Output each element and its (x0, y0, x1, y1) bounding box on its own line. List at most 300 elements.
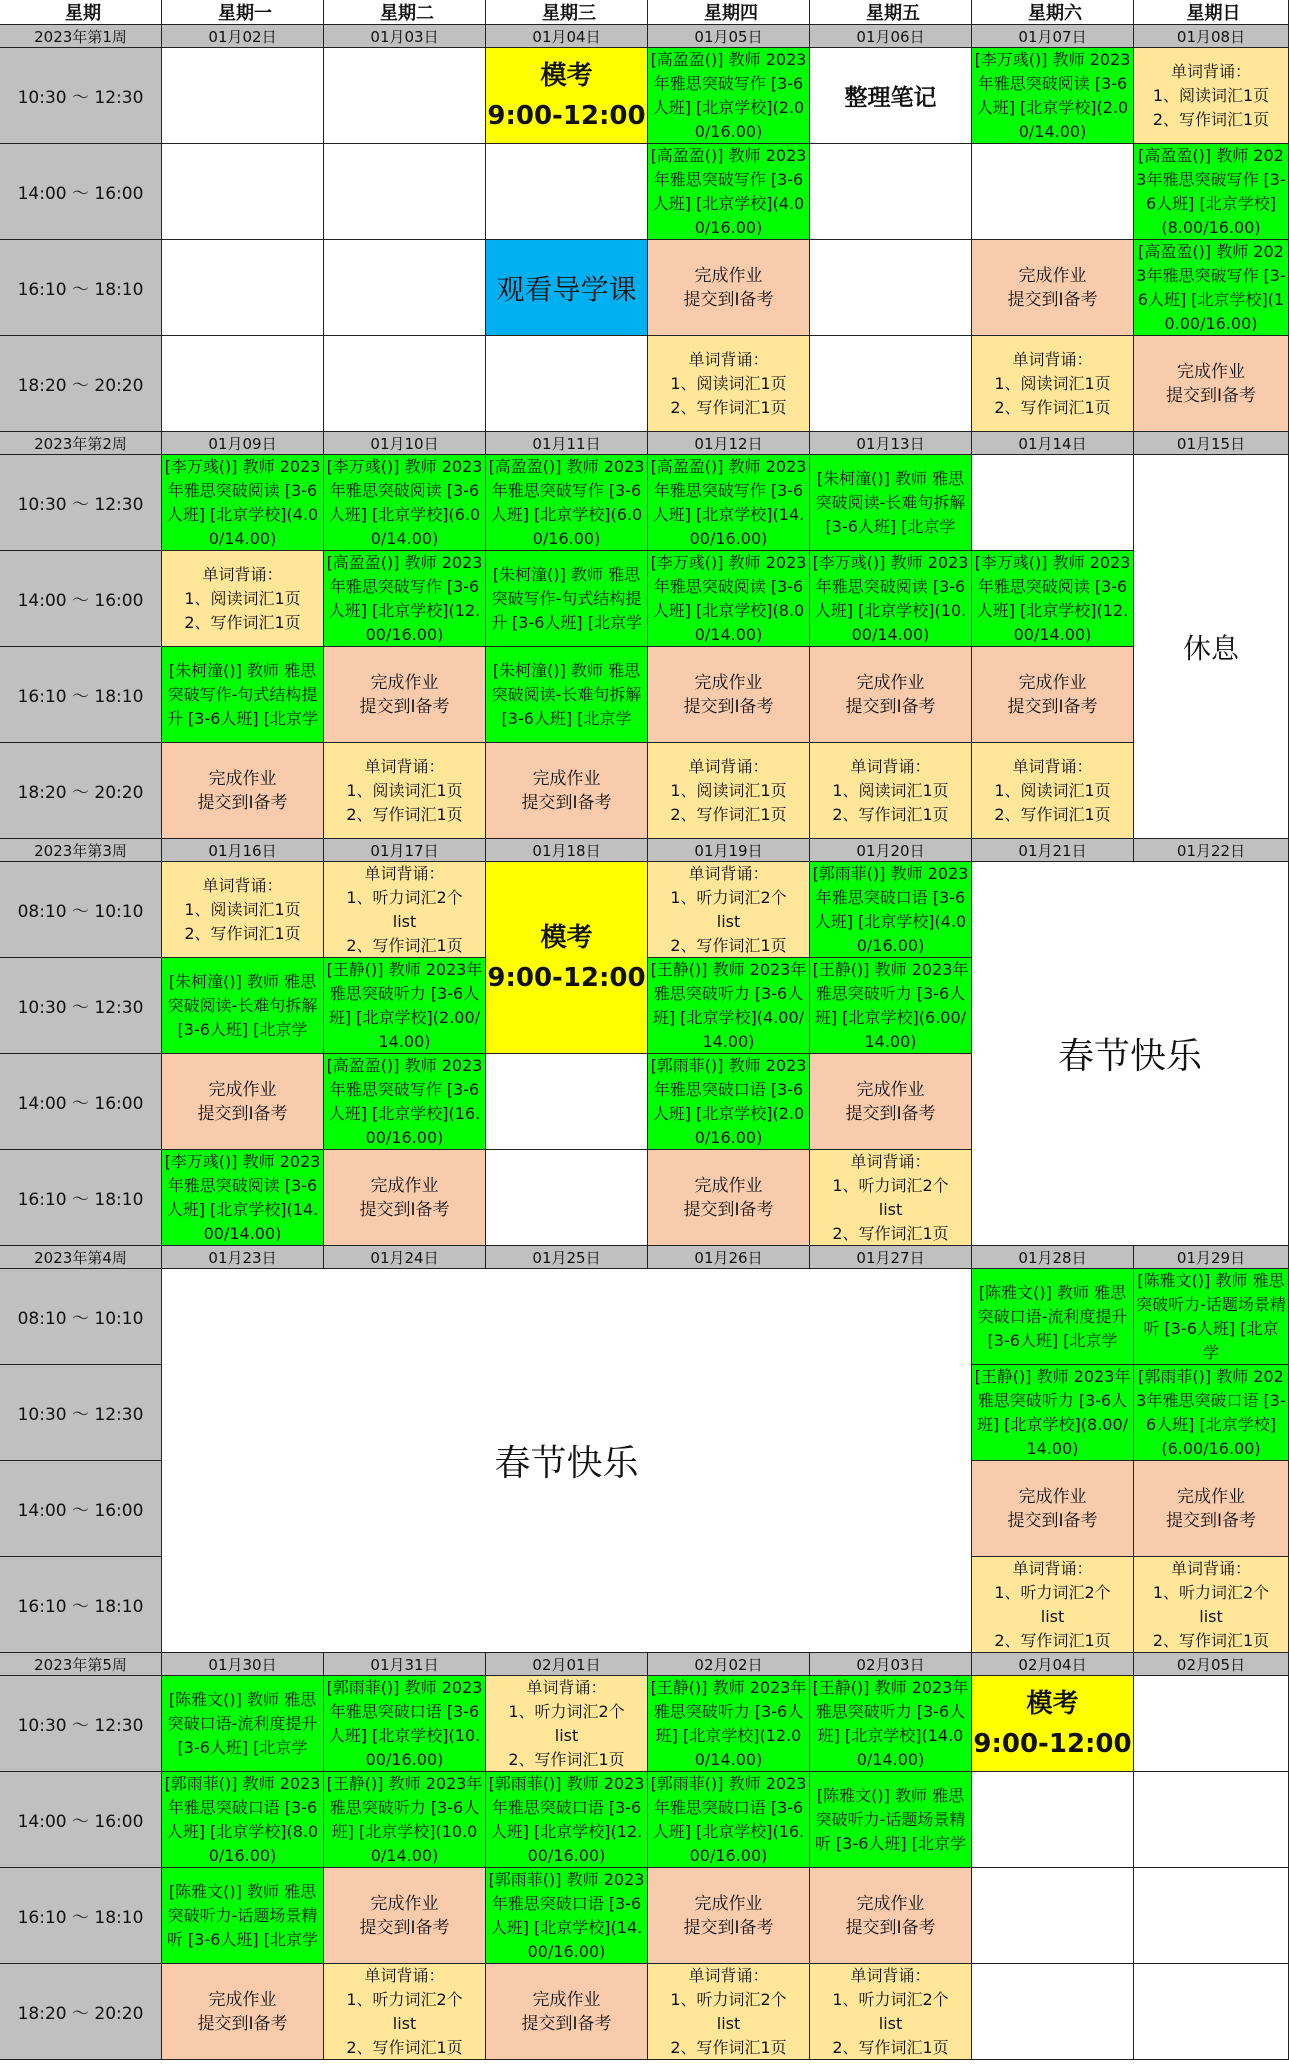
date-cell: 01月05日 (648, 25, 810, 48)
class-session-cell (648, 1054, 810, 1150)
time-slot: 16:10 ～ 18:10 (0, 1868, 162, 1964)
homework-cell (486, 743, 648, 839)
cell-line: 1、阅读词汇1页 (832, 780, 949, 800)
vocab-task-cell (486, 1676, 648, 1772)
cell-line: 提交到I备考 (197, 792, 288, 813)
cell-line: [高盈盈()] 教师 2023年雅思突破写作 [3-6人班] [北京学校](14.00/16.00) (650, 456, 807, 548)
cell-text (974, 48, 1131, 144)
cell-line: [陈雅文()] 教师 雅思突破听力-话题场景精听 [3-6人班] [北京学 (814, 1785, 967, 1853)
cell-text (670, 348, 786, 420)
cell-line: 1、听力词汇2个 (346, 1989, 463, 2009)
time-slot: 16:10 ～ 18:10 (0, 1150, 162, 1246)
cell-text (832, 1964, 948, 2060)
cell-text (164, 970, 321, 1042)
cell-text (326, 551, 483, 647)
date-cell: 01月02日 (162, 25, 324, 48)
date-cell: 01月09日 (162, 432, 324, 455)
class-session-cell (648, 1772, 810, 1868)
cell-line: 模考 (540, 60, 593, 91)
cell-line: 春节快乐 (1057, 1036, 1202, 1077)
cell-text (488, 563, 645, 635)
cell-text (1058, 1028, 1202, 1079)
cell-text (974, 1365, 1131, 1461)
cell-text (346, 862, 462, 958)
date-cell: 01月19日 (648, 839, 810, 862)
empty-cell (486, 144, 648, 240)
cell-text (670, 755, 786, 827)
class-session-cell (810, 958, 972, 1054)
cell-line: 提交到I备考 (845, 696, 936, 717)
cell-text (1136, 144, 1286, 240)
cell-line: 单词背诵： (688, 1965, 769, 1985)
time-slot: 14:00 ～ 16:00 (0, 144, 162, 240)
cell-text (1136, 1365, 1286, 1461)
time-slot: 08:10 ～ 10:10 (0, 862, 162, 958)
week-label: 2023年第3周 (0, 839, 162, 862)
cell-line: [王静()] 教师 2023年雅思突破听力 [3-6人班] [北京学校](4.00/14.00) (650, 959, 807, 1051)
vocab-task-cell (324, 743, 486, 839)
cell-line: [朱柯潼()] 教师 雅思突破阅读-长难句拆解 [3-6人班] [北京学 (491, 660, 642, 728)
date-cell: 01月16日 (162, 839, 324, 862)
class-session-cell (972, 551, 1134, 647)
homework-cell (648, 647, 810, 743)
class-session-cell (324, 551, 486, 647)
cell-text (845, 1078, 935, 1126)
class-session-cell (1134, 240, 1289, 336)
cell-line: 提交到I备考 (1165, 385, 1256, 406)
date-cell: 01月08日 (1134, 25, 1289, 48)
empty-cell (162, 144, 324, 240)
header-day-3: 星期三 (486, 0, 648, 25)
mock-exam-cell (486, 862, 648, 1054)
vocab-task-cell (324, 862, 486, 958)
vocab-task-cell (648, 336, 810, 432)
cell-line: list (878, 1199, 903, 1219)
cell-line: 1、阅读词汇1页 (346, 780, 463, 800)
cell-text (832, 1150, 948, 1246)
date-cell: 01月20日 (810, 839, 972, 862)
time-slot: 10:30 ～ 12:30 (0, 455, 162, 551)
cell-line: list (392, 2013, 417, 2033)
cell-text (326, 1676, 483, 1772)
cell-text (650, 551, 807, 647)
week-label: 2023年第2周 (0, 432, 162, 455)
cell-line: list (554, 1725, 579, 1745)
cell-line: 单词背诵： (364, 863, 445, 883)
time-slot: 10:30 ～ 12:30 (0, 1365, 162, 1461)
cell-text (650, 1054, 807, 1150)
time-slot: 10:30 ～ 12:30 (0, 48, 162, 144)
cell-line: 2、写作词汇1页 (346, 804, 463, 824)
date-cell: 01月15日 (1134, 432, 1289, 455)
cell-text (496, 268, 636, 308)
vocab-task-cell (1134, 1557, 1289, 1653)
cell-line: 2、写作词汇1页 (1152, 109, 1270, 129)
cell-line: 提交到I备考 (683, 696, 774, 717)
cell-line: 完成作业 (694, 672, 763, 693)
class-session-cell (486, 455, 648, 551)
vocab-task-cell (810, 1964, 972, 2060)
class-session-cell (486, 1772, 648, 1868)
week-label: 2023年第1周 (0, 25, 162, 48)
cell-text (1007, 264, 1097, 312)
time-slot: 14:00 ～ 16:00 (0, 551, 162, 647)
week-label: 2023年第5周 (0, 1653, 162, 1676)
cell-line: 完成作业 (856, 1079, 925, 1100)
cell-line: 2、写作词汇1页 (994, 397, 1111, 417)
time-slot: 10:30 ～ 12:30 (0, 1676, 162, 1772)
cell-line: list (1040, 1606, 1065, 1626)
cell-line: 完成作业 (1176, 361, 1245, 382)
cell-text (812, 551, 969, 647)
homework-cell (162, 743, 324, 839)
cell-line: 2、写作词汇1页 (184, 612, 301, 632)
cell-text (184, 563, 300, 635)
cell-line: 2、写作词汇1页 (1152, 1630, 1270, 1650)
class-session-cell (972, 48, 1134, 144)
date-cell: 01月27日 (810, 1246, 972, 1269)
class-session-cell (162, 1868, 324, 1964)
homework-cell (810, 1868, 972, 1964)
cell-line: 完成作业 (370, 1175, 439, 1196)
cell-line: [朱柯潼()] 教师 雅思突破写作-句式结构提升 [3-6人班] [北京学 (490, 564, 643, 632)
cell-line: [王静()] 教师 2023年雅思突破听力 [3-6人班] [北京学校](10.00/14.00) (326, 1773, 483, 1865)
header-weekday-label: 星期 (0, 0, 162, 25)
cell-line: 提交到I备考 (683, 1917, 774, 1938)
vocab-task-cell (162, 551, 324, 647)
class-session-cell (486, 1868, 648, 1964)
cell-line: 1、阅读词汇1页 (994, 780, 1111, 800)
cell-line: 观看导学课 (496, 272, 637, 306)
vocab-task-cell (972, 1557, 1134, 1653)
cell-line: 1、听力词汇2个 (346, 887, 463, 907)
empty-cell (972, 144, 1134, 240)
cell-text (1136, 1269, 1286, 1365)
vocab-task-cell (162, 862, 324, 958)
cell-line: 提交到I备考 (359, 1199, 450, 1220)
empty-cell (810, 144, 972, 240)
cell-text (346, 1964, 462, 2060)
empty-cell (1134, 1868, 1289, 1964)
cell-line: 1、听力词汇2个 (670, 887, 787, 907)
cell-text (197, 1988, 287, 2036)
cell-text (1007, 671, 1097, 719)
vocab-task-cell (810, 1150, 972, 1246)
cell-line: 完成作业 (1018, 672, 1087, 693)
cell-line: 2、写作词汇1页 (670, 2037, 787, 2057)
cell-line: 单词背诵： (688, 756, 769, 776)
homework-cell (324, 1868, 486, 1964)
cell-text (487, 918, 645, 998)
cell-line: 春节快乐 (494, 1443, 639, 1484)
cell-text (994, 755, 1110, 827)
cell-line: 2、写作词汇1页 (184, 923, 301, 943)
cell-text (488, 1868, 645, 1964)
cell-line: 1、阅读词汇1页 (1152, 85, 1270, 105)
cell-line: 2、写作词汇1页 (994, 1630, 1111, 1650)
homework-cell (162, 1054, 324, 1150)
cell-line: 完成作业 (208, 1079, 277, 1100)
cell-line: [高盈盈()] 教师 2023年雅思突破写作 [3-6人班] [北京学校](8.00/16.00) (1136, 145, 1286, 237)
empty-cell (810, 336, 972, 432)
date-cell: 01月24日 (324, 1246, 486, 1269)
festival-cell (162, 1269, 972, 1653)
cell-text (1166, 1485, 1256, 1533)
cell-line: 9:00-12:00 (973, 1728, 1132, 1759)
cell-line: 1、阅读词汇1页 (670, 780, 787, 800)
cell-text (359, 671, 449, 719)
cell-line: 2、写作词汇1页 (346, 2037, 463, 2057)
cell-text (346, 755, 462, 827)
empty-cell (1134, 1772, 1289, 1868)
empty-cell (162, 336, 324, 432)
cell-line: 提交到I备考 (1007, 696, 1098, 717)
cell-text (650, 144, 807, 240)
cell-line: [王静()] 教师 2023年雅思突破听力 [3-6人班] [北京学校](2.00/14.00) (326, 959, 483, 1051)
class-session-cell (162, 1772, 324, 1868)
homework-cell (486, 1964, 648, 2060)
cell-text (1153, 60, 1269, 132)
date-cell: 01月18日 (486, 839, 648, 862)
homework-cell (648, 1868, 810, 1964)
cell-line: 完成作业 (532, 768, 601, 789)
cell-text (683, 671, 773, 719)
cell-line: [高盈盈()] 教师 2023年雅思突破写作 [3-6人班] [北京学校](10.00/16.00) (1136, 241, 1286, 333)
class-session-cell (486, 647, 648, 743)
cell-text (670, 862, 786, 958)
class-session-cell (810, 455, 972, 551)
cell-text (650, 958, 807, 1054)
cell-line: 提交到I备考 (683, 289, 774, 310)
cell-text (1007, 1485, 1097, 1533)
cell-line: [高盈盈()] 教师 2023年雅思突破写作 [3-6人班] [北京学校](12.00/16.00) (326, 552, 483, 644)
date-cell: 01月29日 (1134, 1246, 1289, 1269)
vocab-task-cell (648, 743, 810, 839)
cell-line: 1、听力词汇2个 (832, 1989, 949, 2009)
cell-text (812, 1676, 969, 1772)
cell-text (973, 1684, 1131, 1764)
cell-line: 完成作业 (694, 265, 763, 286)
class-session-cell (1134, 1269, 1289, 1365)
cell-line: 单词背诵： (850, 1965, 931, 1985)
cell-line: 完成作业 (1176, 1486, 1245, 1507)
cell-text (197, 767, 287, 815)
cell-line: [朱柯潼()] 教师 雅思突破阅读-长难句拆解 [3-6人班] [北京学 (815, 468, 966, 536)
cell-text (326, 455, 483, 551)
class-session-cell (324, 1676, 486, 1772)
cell-line: 完成作业 (532, 1989, 601, 2010)
cell-line: list (878, 2013, 903, 2033)
cell-line: [朱柯潼()] 教师 雅思突破阅读-长难句拆解 [3-6人班] [北京学 (167, 971, 318, 1039)
cell-line: 完成作业 (208, 1989, 277, 2010)
date-cell: 01月14日 (972, 432, 1134, 455)
cell-line: 单词背诵： (364, 1965, 445, 1985)
cell-text (1136, 240, 1286, 336)
time-slot: 18:20 ～ 20:20 (0, 1964, 162, 2060)
cell-text (488, 659, 645, 731)
cell-line: 完成作业 (370, 672, 439, 693)
homework-cell (324, 1150, 486, 1246)
notes-cell (810, 48, 972, 144)
date-cell: 01月26日 (648, 1246, 810, 1269)
class-session-cell (324, 958, 486, 1054)
vocab-task-cell (972, 336, 1134, 432)
time-slot: 14:00 ～ 16:00 (0, 1772, 162, 1868)
cell-text (164, 1150, 321, 1246)
cell-text (326, 958, 483, 1054)
cell-line: 2、写作词汇1页 (670, 397, 787, 417)
class-session-cell (648, 958, 810, 1054)
cell-line: [高盈盈()] 教师 2023年雅思突破写作 [3-6人班] [北京学校](4.00/16.00) (650, 145, 807, 237)
empty-cell (486, 1054, 648, 1150)
class-session-cell (810, 862, 972, 958)
empty-cell (324, 240, 486, 336)
cell-line: 完成作业 (370, 1893, 439, 1914)
cell-line: 1、阅读词汇1页 (994, 373, 1111, 393)
cell-line: 2、写作词汇1页 (994, 804, 1111, 824)
cell-line: 单词背诵： (850, 1151, 931, 1171)
cell-text (974, 1281, 1131, 1353)
time-slot: 18:20 ～ 20:20 (0, 336, 162, 432)
cell-line: 9:00-12:00 (487, 100, 646, 131)
cell-line: 提交到I备考 (521, 792, 612, 813)
cell-line: 完成作业 (208, 768, 277, 789)
class-session-cell (162, 958, 324, 1054)
cell-text (650, 1772, 807, 1868)
cell-line: list (1199, 1606, 1223, 1626)
cell-line: 1、阅读词汇1页 (670, 373, 787, 393)
cell-line: 模考 (1026, 1688, 1079, 1719)
cell-line: [李万彧()] 教师 2023年雅思突破阅读 [3-6人班] [北京学校](6.00/14.00) (326, 456, 483, 548)
cell-text (845, 79, 937, 112)
cell-line: 休息 (1182, 631, 1239, 665)
date-cell: 02月05日 (1134, 1653, 1289, 1676)
cell-line: 2、写作词汇1页 (346, 935, 463, 955)
cell-line: 1、听力词汇2个 (670, 1989, 787, 2009)
empty-cell (972, 455, 1134, 551)
vocab-task-cell (1134, 48, 1289, 144)
cell-line: 1、阅读词汇1页 (184, 588, 301, 608)
homework-cell (162, 1964, 324, 2060)
cell-line: [李万彧()] 教师 2023年雅思突破阅读 [3-6人班] [北京学校](10.00/14.00) (812, 552, 969, 644)
cell-text (326, 1054, 483, 1150)
cell-line: 提交到I备考 (683, 1199, 774, 1220)
cell-text (184, 874, 300, 946)
cell-text (1166, 360, 1256, 408)
date-cell: 01月17日 (324, 839, 486, 862)
cell-line: 整理笔记 (844, 85, 937, 111)
mock-exam-cell (972, 1676, 1134, 1772)
class-session-cell (648, 455, 810, 551)
vocab-task-cell (648, 862, 810, 958)
cell-line: 完成作业 (856, 672, 925, 693)
cell-line: list (716, 2013, 741, 2033)
cell-line: 完成作业 (694, 1175, 763, 1196)
cell-text (487, 56, 645, 136)
vocab-task-cell (810, 743, 972, 839)
class-session-cell (162, 455, 324, 551)
date-cell: 01月25日 (486, 1246, 648, 1269)
homework-cell (1134, 336, 1289, 432)
header-day-7: 星期日 (1134, 0, 1289, 25)
cell-line: 单词背诵： (526, 1677, 607, 1697)
cell-line: 单词背诵： (688, 863, 769, 883)
cell-text (1153, 1557, 1269, 1653)
cell-text (683, 1174, 773, 1222)
cell-line: [王静()] 教师 2023年雅思突破听力 [3-6人班] [北京学校](12.00/14.00) (650, 1677, 807, 1769)
rest-cell (1134, 455, 1289, 839)
date-cell: 01月23日 (162, 1246, 324, 1269)
cell-line: 单词背诵： (850, 756, 931, 776)
header-day-2: 星期二 (324, 0, 486, 25)
cell-text (488, 1772, 645, 1868)
cell-line: 单词背诵： (202, 875, 283, 895)
empty-cell (972, 1964, 1134, 2060)
header-day-4: 星期四 (648, 0, 810, 25)
cell-line: 单词背诵： (1012, 1558, 1093, 1578)
cell-line: 1、听力词汇2个 (508, 1701, 625, 1721)
cell-line: 提交到I备考 (1007, 1510, 1098, 1531)
cell-line: [李万彧()] 教师 2023年雅思突破阅读 [3-6人班] [北京学校](12.00/14.00) (974, 552, 1131, 644)
cell-line: 提交到I备考 (845, 1917, 936, 1938)
cell-line: [郭雨菲()] 教师 2023年雅思突破口语 [3-6人班] [北京学校](10.00/16.00) (326, 1677, 483, 1769)
cell-line: 单词背诵： (1012, 349, 1093, 369)
date-cell: 02月02日 (648, 1653, 810, 1676)
cell-line: [陈雅文()] 教师 雅思突破听力-话题场景精听 [3-6人班] [北京学 (1136, 1270, 1286, 1362)
class-session-cell (810, 551, 972, 647)
empty-cell (972, 1868, 1134, 1964)
cell-line: 单词背诵： (364, 756, 445, 776)
date-cell: 01月04日 (486, 25, 648, 48)
cell-line: 2、写作词汇1页 (832, 804, 949, 824)
week-label: 2023年第4周 (0, 1246, 162, 1269)
time-slot: 16:10 ～ 18:10 (0, 240, 162, 336)
cell-line: 单词背诵： (688, 349, 769, 369)
cell-text (326, 1772, 483, 1868)
cell-text (812, 862, 969, 958)
empty-cell (324, 144, 486, 240)
empty-cell (1134, 1676, 1289, 1772)
header-day-5: 星期五 (810, 0, 972, 25)
empty-cell (162, 240, 324, 336)
empty-cell (486, 1150, 648, 1246)
cell-line: [郭雨菲()] 教师 2023年雅思突破口语 [3-6人班] [北京学校](2.00/16.00) (650, 1055, 807, 1147)
empty-cell (1134, 1964, 1289, 2060)
cell-line: 提交到I备考 (1165, 1510, 1256, 1531)
cell-line: [朱柯潼()] 教师 雅思突破写作-句式结构提升 [3-6人班] [北京学 (166, 660, 319, 728)
time-slot: 10:30 ～ 12:30 (0, 958, 162, 1054)
homework-cell (648, 1150, 810, 1246)
class-session-cell (324, 1772, 486, 1868)
cell-text (494, 1435, 638, 1486)
class-session-cell (1134, 144, 1289, 240)
cell-line: 完成作业 (856, 1893, 925, 1914)
empty-cell (810, 240, 972, 336)
cell-line: 2、写作词汇1页 (670, 935, 787, 955)
date-cell: 01月11日 (486, 432, 648, 455)
cell-line: 单词背诵： (1012, 756, 1093, 776)
cell-text (521, 767, 611, 815)
class-session-cell (810, 1772, 972, 1868)
cell-line: 提交到I备考 (1007, 289, 1098, 310)
cell-line: 提交到I备考 (359, 1917, 450, 1938)
cell-line: [高盈盈()] 教师 2023年雅思突破写作 [3-6人班] [北京学校](2.00/16.00) (650, 49, 807, 141)
cell-line: [郭雨菲()] 教师 2023年雅思突破口语 [3-6人班] [北京学校](4.00/16.00) (812, 863, 969, 955)
class-session-cell (324, 1054, 486, 1150)
cell-line: list (392, 911, 417, 931)
homework-cell (972, 647, 1134, 743)
cell-text (650, 48, 807, 144)
